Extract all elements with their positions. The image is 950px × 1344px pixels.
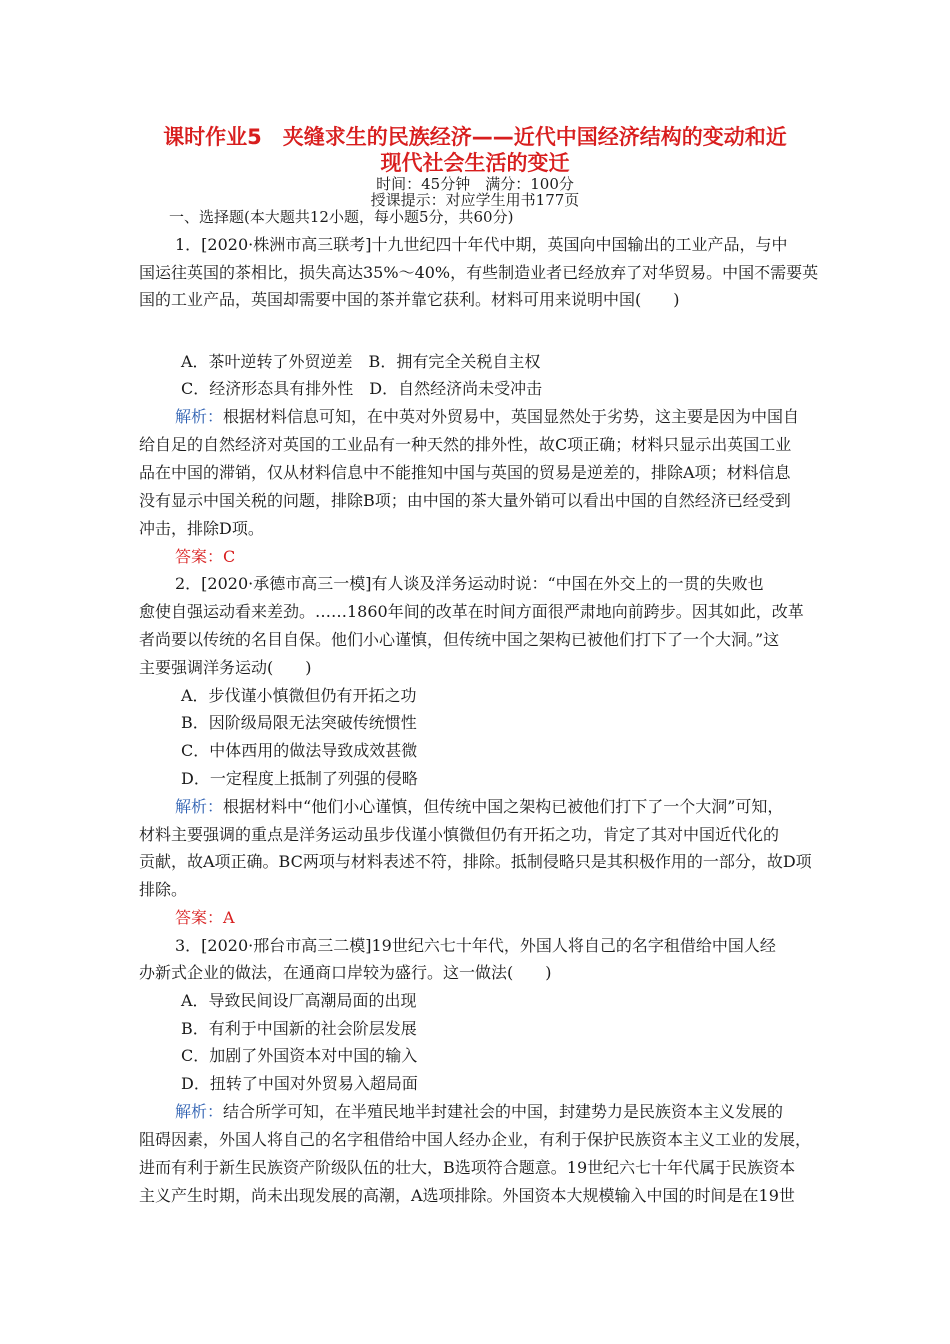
q3-option-b: B．有利于中国新的社会阶层发展 bbox=[181, 1019, 417, 1038]
q3-stem-line: 3．[2020·邢台市高三二模]19世纪六七十年代，外国人将自己的名字租借给中国人经 bbox=[175, 936, 776, 955]
q3-analysis-line: 解析：结合所学可知，在半殖民地半封建社会的中国，封建势力是民族资本主义发展的 bbox=[175, 1102, 784, 1121]
q2-answer: 答案：A bbox=[175, 908, 235, 927]
q1-analysis-line: 品在中国的滞销，仅从材料信息中不能推知中国与英国的贸易是逆差的，排除A项；材料信息 bbox=[139, 463, 791, 482]
q1-stem-line: 1．[2020·株洲市高三联考]十九世纪四十年代中期，英国向中国输出的工业产品，与中 bbox=[175, 235, 788, 254]
q2-analysis-line: 解析：根据材料中“他们小心谨慎，但传统中国之架构已被他们打下了一个大洞”可知， bbox=[175, 797, 784, 816]
q3-option-d: D．扭转了中国对外贸易入超局面 bbox=[181, 1074, 418, 1093]
q3-analysis-line: 进而有利于新生民族资产阶级队伍的壮大，B选项符合题意。19世纪六七十年代属于民族资本 bbox=[139, 1158, 796, 1177]
analysis-label: 解析： bbox=[175, 407, 224, 426]
q1-analysis-line: 冲击，排除D项。 bbox=[139, 519, 264, 538]
section-heading: 一、选择题(本大题共12小题，每小题5分，共60分) bbox=[169, 208, 514, 226]
q3-option-c: C．加剧了外国资本对中国的输入 bbox=[181, 1046, 418, 1065]
analysis-label: 解析： bbox=[175, 797, 224, 816]
q2-stem-line: 2．[2020·承德市高三一模]有人谈及洋务运动时说：“中国在外交上的一贯的失败也 bbox=[175, 574, 764, 593]
q1-stem-line: 国的工业产品，英国却需要中国的茶并靠它获利。材料可用来说明中国( ) bbox=[139, 290, 680, 309]
document-title bbox=[130, 124, 820, 176]
q1-stem-line: 国运往英国的茶相比，损失高达35%～40%，有些制造业者已经放弃了对华贸易。中国不需要英 bbox=[139, 263, 819, 282]
q2-analysis-line: 材料主要强调的重点是洋务运动虽步伐谨小慎微但仍有开拓之功，肯定了其对中国近代化的 bbox=[139, 825, 780, 844]
q2-option-b: B．因阶级局限无法突破传统惯性 bbox=[181, 713, 417, 732]
q1-analysis-line: 没有显示中国关税的问题，排除B项；由中国的茶大量外销可以看出中国的自然经济已经受到 bbox=[139, 491, 791, 510]
q3-analysis-line: 阻碍因素，外国人将自己的名字租借给中国人经办企业，有利于保护民族资本主义工业的发展， bbox=[139, 1130, 812, 1149]
q2-stem-line: 者尚要以传统的名目自保。他们小心谨慎，但传统中国之架构已被他们打下了一个大洞。”这 bbox=[139, 630, 780, 649]
title-line-2: 现代社会生活的变迁 bbox=[380, 151, 570, 175]
q2-analysis-line: 贡献，故A项正确。BC两项与材料表述不符，排除。抵制侵略只是其积极作用的一部分，故D项 bbox=[139, 852, 812, 871]
q2-option-d: D．一定程度上抵制了列强的侵略 bbox=[181, 769, 418, 788]
title-line-1: 课时作业5 夹缝求生的民族经济——近代中国经济结构的变动和近 bbox=[163, 125, 787, 149]
q3-stem-line: 办新式企业的做法，在通商口岸较为盛行。这一做法( ) bbox=[139, 963, 552, 982]
q1-analysis-line: 给自足的自然经济对英国的工业品有一种天然的排外性，故C项正确；材料只显示出英国工业 bbox=[139, 435, 792, 454]
q2-stem-line: 主要强调洋务运动( ) bbox=[139, 658, 312, 677]
q3-option-a: A．导致民间设厂高潮局面的出现 bbox=[181, 991, 417, 1010]
lesson-hint: 授课提示：对应学生用书177页 bbox=[370, 191, 580, 209]
q2-option-a: A．步伐谨小慎微但仍有开拓之功 bbox=[181, 686, 417, 705]
time-score-info: 时间：45分钟 满分：100分 bbox=[376, 175, 574, 193]
q1-option-line: C．经济形态具有排外性 D．自然经济尚未受冲击 bbox=[181, 379, 543, 398]
q2-stem-line: 愈使自强运动看来差劲。……1860年间的改革在时间方面很严肃地向前跨步。因其如此，改革 bbox=[139, 602, 804, 621]
q1-answer: 答案：C bbox=[175, 547, 236, 566]
q2-option-c: C．中体西用的做法导致成效甚微 bbox=[181, 741, 418, 760]
q1-option-line: A．茶叶逆转了外贸逆差 B．拥有完全关税自主权 bbox=[181, 352, 541, 371]
q2-analysis-line: 排除。 bbox=[139, 880, 188, 899]
q1-analysis-line: 解析：根据材料信息可知，在中英对外贸易中，英国显然处于劣势，这主要是因为中国自 bbox=[175, 407, 800, 426]
analysis-label: 解析： bbox=[175, 1102, 224, 1121]
q3-analysis-line: 主义产生时期，尚未出现发展的高潮，A选项排除。外国资本大规模输入中国的时间是在19世 bbox=[139, 1186, 795, 1205]
